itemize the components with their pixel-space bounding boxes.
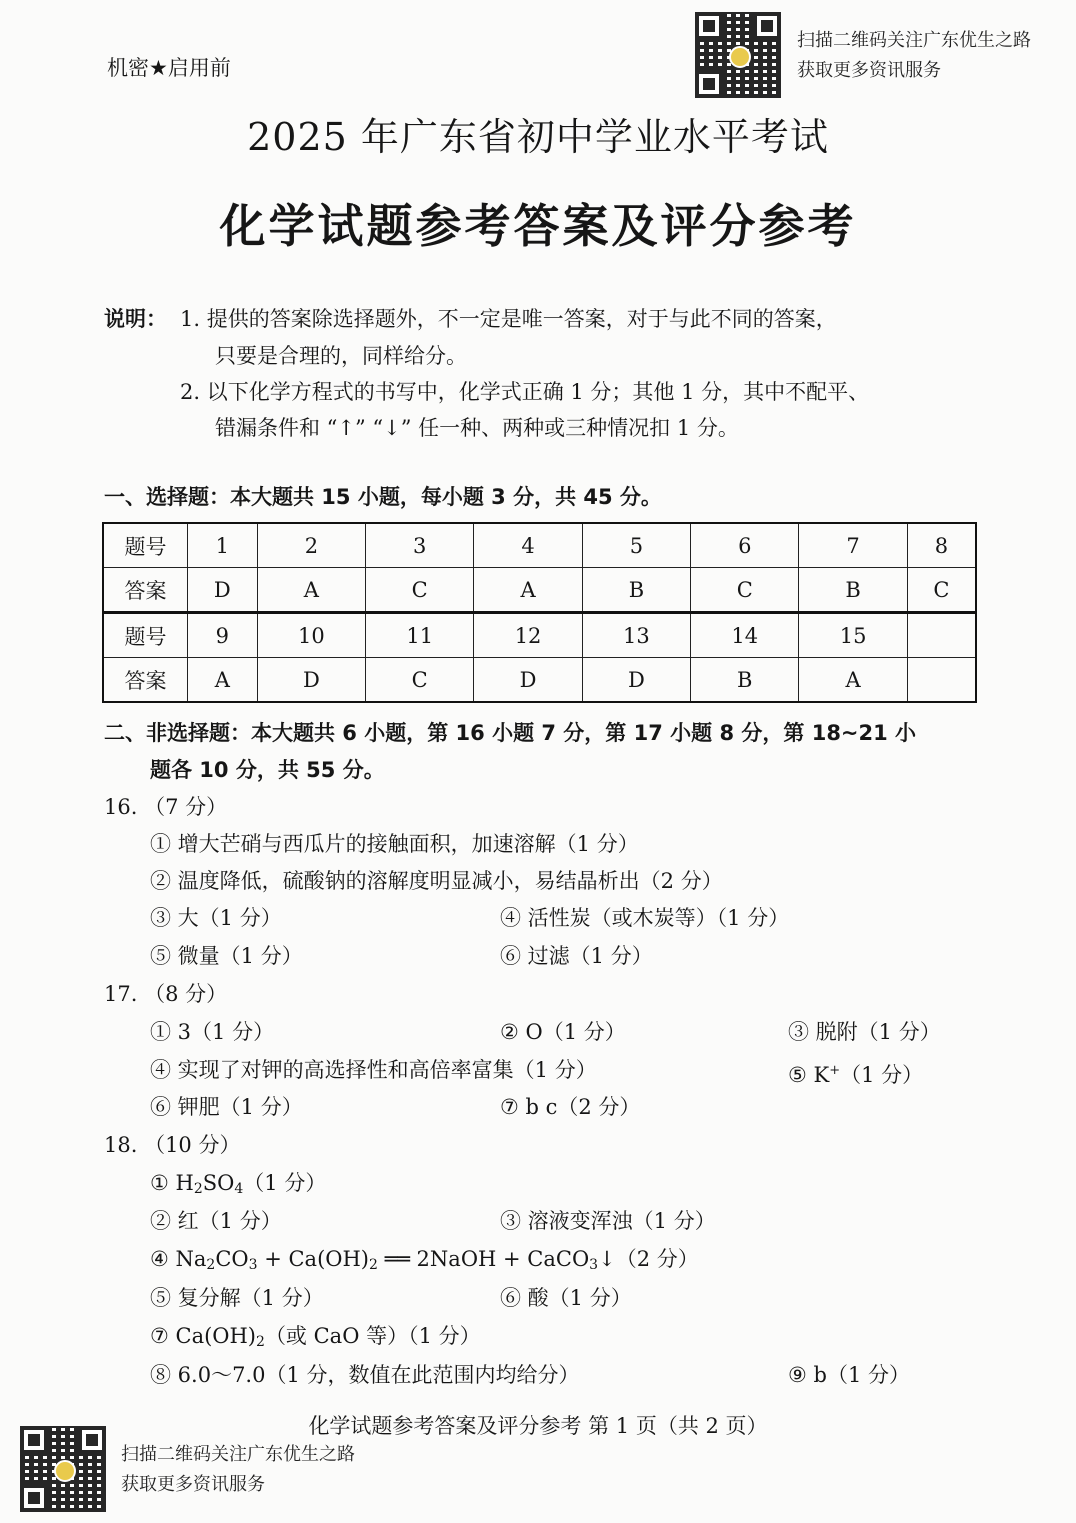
section-1-heading: 一、选择题：本大题共 15 小题，每小题 3 分，共 45 分。 bbox=[104, 485, 662, 509]
q16-answer-1: ① 增大芒硝与西瓜片的接触面积，加速溶解（1 分） bbox=[150, 832, 639, 856]
qr-caption-top: 扫描二维码关注广东优生之路 获取更多资讯服务 bbox=[797, 30, 1031, 81]
q16-answer-5: ⑤ 微量（1 分） bbox=[150, 944, 303, 968]
q16-answer-4: ④ 活性炭（或木炭等）（1 分） bbox=[500, 906, 790, 930]
q18-answer-7: ⑦ $Ca(OH)_2$（或 CaO 等）（1 分） bbox=[150, 1324, 481, 1350]
q16-answer-6: ⑥ 过滤（1 分） bbox=[500, 944, 653, 968]
q17-answer-6: ⑥ 钾肥（1 分） bbox=[150, 1095, 303, 1119]
qr-caption-bottom: 扫描二维码关注广东优生之路 获取更多资讯服务 bbox=[121, 1444, 355, 1495]
answer-table bbox=[102, 522, 977, 703]
table-row: 题号 9 10 11 12 13 14 15 bbox=[103, 613, 976, 658]
q16-answer-2: ② 温度降低，硫酸钠的溶解度明显减小，易结晶析出（2 分） bbox=[150, 869, 723, 893]
page-subtitle: 化学试题参考答案及评分参考 bbox=[219, 199, 857, 253]
q18-answer-1: ① $H_2SO_4(1$ 分） bbox=[150, 1171, 327, 1197]
q17-answer-1: ① 3（1 分） bbox=[150, 1020, 275, 1044]
note-1a: 1. 提供的答案除选择题外，不一定是唯一答案，对于与此不同的答案， bbox=[180, 307, 837, 331]
q17-answer-3: ③ 脱附（1 分） bbox=[788, 1020, 941, 1044]
table-row: 答案 D A C A B C B C bbox=[103, 568, 976, 613]
note-2b: 错漏条件和 “↑” “↓” 任一种、两种或三种情况扣 1 分。 bbox=[215, 416, 739, 440]
section-2-heading-cont: 题各 10 分，共 55 分。 bbox=[150, 758, 385, 782]
table-row: 答案 A D C D D B A bbox=[103, 658, 976, 703]
table-row: 题号 1 2 3 4 5 6 7 8 bbox=[103, 523, 976, 568]
section-2-heading: 二、非选择题：本大题共 6 小题，第 16 小题 7 分，第 17 小题 8 分，第 18~21 小 bbox=[104, 721, 917, 745]
notes-label: 说明： bbox=[104, 307, 167, 331]
note-2a: 2. 以下化学方程式的书写中，化学式正确 1 分；其他 1 分，其中不配平、 bbox=[180, 380, 870, 404]
confidential-label: 机密★启用前 bbox=[107, 56, 231, 80]
q18-answer-6: ⑥ 酸（1 分） bbox=[500, 1286, 632, 1310]
qr-logo-icon bbox=[729, 46, 751, 68]
q17-answer-4: ④ 实现了对钾的高选择性和高倍率富集（1 分） bbox=[150, 1058, 597, 1082]
q17-heading: 17. （8 分） bbox=[104, 982, 228, 1006]
qr-code-top bbox=[695, 12, 781, 98]
q18-answer-5: ⑤ 复分解（1 分） bbox=[150, 1286, 324, 1310]
q18-answer-9: ⑨ b（1 分） bbox=[788, 1363, 910, 1387]
q17-answer-2: ② O（1 分） bbox=[500, 1020, 626, 1044]
page-footer: 化学试题参考答案及评分参考 第 1 页（共 2 页） bbox=[308, 1414, 768, 1438]
q17-answer-7: ⑦ b c（2 分） bbox=[500, 1095, 641, 1119]
q16-answer-3: ③ 大（1 分） bbox=[150, 906, 282, 930]
q18-heading: 18. （10 分） bbox=[104, 1133, 241, 1157]
q18-answer-3: ③ 溶液变浑浊（1 分） bbox=[500, 1209, 716, 1233]
q18-answer-4: ④ $Na_2CO_3 + Ca(OH)_2$ ══ 2NaOH + CaCO$_3$↓（2 分） bbox=[150, 1247, 699, 1273]
note-1b: 只要是合理的，同样给分。 bbox=[215, 344, 467, 368]
q18-answer-2: ② 红（1 分） bbox=[150, 1209, 282, 1233]
page-title: 2025 年广东省初中学业水平考试 bbox=[247, 115, 829, 159]
q18-answer-8: ⑧ 6.0～7.0（1 分，数值在此范围内均给分） bbox=[150, 1363, 580, 1387]
q16-heading: 16. （7 分） bbox=[104, 795, 228, 819]
q17-answer-5: ⑤ K+（1 分） bbox=[788, 1063, 924, 1087]
